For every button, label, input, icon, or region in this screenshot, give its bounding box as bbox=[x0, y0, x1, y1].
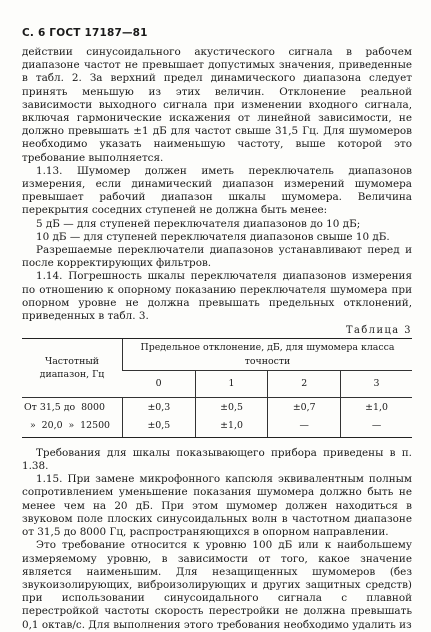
table-cell-value: — bbox=[341, 416, 412, 438]
paragraph-continuation: действии синусоидального акустического сигнала в рабочем диапазоне частот не превышает допустимых значения, приведенные в табл. 2. За верхний предел динамического диапазона следует принять меньшую из этих величин. Отклонение реальной зависимости выходного сигнала при изменении входного сигнала, включая гармонические искажения от линейной зависимости, не должно превышать ±1 дБ для частот свыше 31,5 Гц. Для шумомеров необходимо указать наименьшую частоту, выше которой это требование выполняется. bbox=[22, 46, 412, 164]
table-cell-value: ±0,7 bbox=[268, 397, 341, 416]
paragraph-1-15: 1.15. При замене микрофонного капсюля эквивалентным полным сопротивлением уменьшение показания шумомера должно быть не менее чем на 20 дБ. При этом шумомер должен находиться в звуковом поле плоских синусоидальных волн в частотном диапазоне от 31,5 до 8000 Гц, распространяющихся в опорном направлении. bbox=[22, 473, 412, 539]
table-cell-value: ±0,5 bbox=[195, 397, 268, 416]
table-cell-value: ±1,0 bbox=[195, 416, 268, 438]
table-cell-value: ±1,0 bbox=[341, 397, 412, 416]
paragraph-overlap-5db: 5 дБ — для ступеней переключателя диапазонов до 10 дБ; bbox=[36, 217, 361, 230]
paragraph-switch-placement: Разрешаемые переключатели диапазонов устанавливают перед и после корректирующих фильтров. bbox=[22, 244, 412, 270]
paragraph-requirement-level: Это требование относится к уровню 100 дБ или к наибольшему измеряемому уровню, в зависимости от того, какое значение является наименьшим. Для незащищенных шумомеров (без звукоизолирующих, виброизолирующих и других защитных средств) при использовании синусоидального сигнала с плавной перестройкой частоты скорость перестройки не должна превышать 0,1 октав/с. Для выполнения этого требования необходимо удалить из bbox=[22, 539, 412, 631]
table-header-class-3: 3 bbox=[341, 370, 412, 397]
table-header-frequency: Частотный диапазон, Гц bbox=[22, 339, 123, 397]
table-cell-frequency: » 20,0 » 12500 bbox=[22, 416, 123, 438]
table-cell-value: ±0,5 bbox=[123, 416, 196, 438]
paragraph-1-13: 1.13. Шумомер должен иметь переключатель диапазонов измерения, если динамический диапазон измерений шумомера превышает рабочий диапазон шкалы шумомера. Величина перекрытия соседних ступеней не должна быть менее: bbox=[22, 164, 412, 217]
table-header-group: Предельное отклонение, дБ, для шумомера класса точности bbox=[123, 339, 413, 370]
paragraph-scale-reference: Требования для шкалы показывающего прибора приведены в п. 1.38. bbox=[22, 446, 412, 473]
table-cell-value: ±0,3 bbox=[123, 397, 196, 416]
table-header-class-1: 1 bbox=[195, 370, 268, 397]
paragraph-1-14: 1.14. Погрешность шкалы переключателя диапазонов измерения по отношению к опорному показанию переключателя шумомера при опорном уровне не должна превышать предельных отклонений, приведенных в табл. 3. bbox=[22, 270, 412, 323]
table-3 bbox=[22, 338, 412, 437]
table-cell-value: — bbox=[268, 416, 341, 438]
table-header-class-2: 2 bbox=[268, 370, 341, 397]
document-body bbox=[22, 46, 412, 632]
table-caption: Таблица 3 bbox=[345, 325, 412, 337]
table-row bbox=[22, 416, 412, 438]
table-header-class-0: 0 bbox=[123, 370, 196, 397]
table-row bbox=[22, 397, 412, 416]
page-header: С. 6 ГОСТ 17187—81 bbox=[22, 27, 148, 39]
table-cell-frequency: От 31,5 до 8000 bbox=[24, 402, 105, 414]
paragraph-overlap-10db: 10 дБ — для ступеней переключателя диапазонов свыше 10 дБ. bbox=[36, 230, 390, 243]
